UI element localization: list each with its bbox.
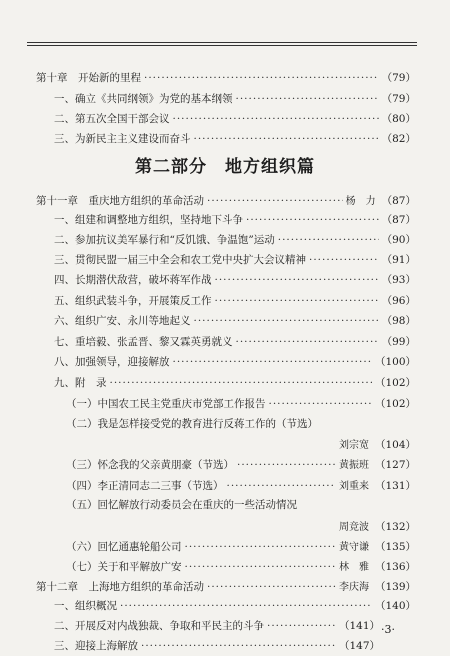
toc-entry: 九、附 录 ····· （102）	[54, 375, 416, 391]
toc-entry-appendix: （三）怀念我的父亲黄朋豪（节选） ····· 黄振班 （127）	[66, 456, 416, 472]
toc-entry: 六、组织广安、永川等地起义 ····· （98）	[54, 313, 416, 329]
toc-entry: 二、第五次全国干部会议 ····· （80）	[54, 111, 416, 127]
toc-entry: 二、开展反对内战独裁、争取和平民主的斗争 ····· （141）	[54, 618, 380, 634]
toc-entry: 七、重培毅、张孟晋、黎又霖英勇就义 ····· （99）	[54, 334, 416, 350]
toc-entry-appendix-author-line: 刘宗宽 （104）	[338, 439, 416, 451]
toc-entry: 二、参加抗议美军暴行和“反饥饿、争温饱”运动 ····· （90）	[54, 232, 416, 248]
toc-entry-chapter-11: 第十一章 重庆地方组织的革命活动 ····· 杨 力 （87）	[36, 192, 416, 208]
toc-entry: 八、加强领导，迎接解放 ····· （100）	[54, 354, 416, 370]
toc-entry-appendix: （四）李正清同志二三事（节选） ····· 刘重来 （131）	[66, 477, 416, 493]
toc-entry: 四、长期潜伏敌营，破坏蒋军作战 ····· （93）	[54, 272, 416, 288]
toc-entry: 三、迎接上海解放 ····· （147）	[54, 638, 380, 654]
toc-entry: 三、为新民主主义建设而奋斗 ····· （82）	[54, 131, 416, 147]
toc-entry-appendix-title: （五）回忆解放行动委员会在重庆的一些活动情况	[66, 499, 297, 511]
toc-entry: 一、确立《共同纲领》为党的基本纲领 ····· （79）	[54, 91, 416, 107]
top-rule	[27, 42, 417, 43]
toc-entry-appendix-title: （二）我是怎样接受党的教育进行反蒋工作的（节选）	[66, 418, 318, 430]
toc-entry: 五、组织武装斗争，开展策反工作 ····· （96）	[54, 293, 416, 309]
toc-entry: 一、组建和调整地方组织，坚持地下斗争 ····· （87）	[54, 212, 416, 228]
toc-entry: 一、组织概况 ····· （140）	[54, 598, 416, 614]
toc-entry-appendix: （六）回忆通惠轮船公司 ····· 黄守谦 （135）	[66, 538, 416, 554]
toc-entry: 三、贯彻民盟一届三中全会和农工党中央扩大会议精神 ····· （91）	[54, 252, 416, 268]
page-number: ·3·	[381, 623, 395, 636]
toc-entry-chapter-10: 第十章 开始新的里程 ····· （79）	[36, 70, 416, 86]
toc-entry-chapter-12: 第十二章 上海地方组织的革命活动 ····· 李庆海 （139）	[36, 578, 416, 594]
top-rule-inner	[27, 45, 417, 46]
toc-entry-appendix-author-line: 周竞波 （132）	[338, 521, 416, 533]
toc-entry-appendix: （七）关于和平解放广安 ····· 林 雅 （136）	[66, 558, 416, 574]
toc-entry-appendix: （一）中国农工民主党重庆市党部工作报告 ····· （102）	[66, 396, 416, 412]
part-title: 第二部分 地方组织篇	[135, 157, 315, 177]
